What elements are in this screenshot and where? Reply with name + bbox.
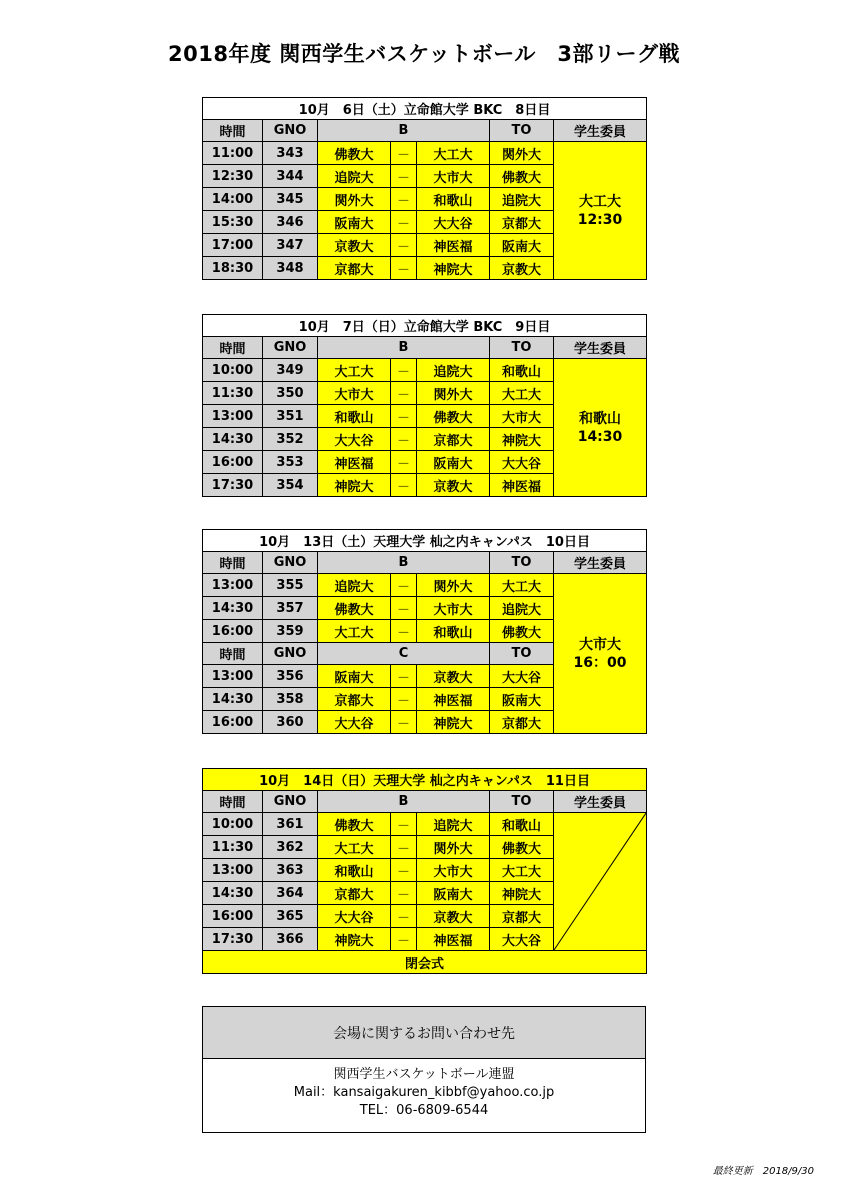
vs-dash: － [391,574,417,597]
game-time: 17:30 [203,928,263,951]
vs-dash: － [391,142,417,165]
team-home: 追院大 [318,165,391,188]
team-to: 神院大 [490,428,554,451]
team-home: 阪南大 [318,665,391,688]
col-to: TO [490,337,554,359]
schedule-day-oct13 [202,529,647,734]
col-court: B [318,120,490,142]
vs-dash: － [391,711,417,734]
contact-org: 関西学生バスケットボール連盟 [333,1067,515,1082]
vs-dash: － [391,359,417,382]
last-updated: 最終更新 2018/9/30 [712,1166,814,1177]
vs-dash: － [391,188,417,211]
team-to: 追院大 [490,188,554,211]
student-committee [554,142,647,280]
game-number: 350 [263,382,318,405]
game-number: 348 [263,257,318,280]
committee-team: 大市大 [579,636,622,653]
team-to: 大大谷 [490,928,554,951]
team-home: 神医福 [318,451,391,474]
contact-heading: 会場に関するお問い合わせ先 [203,1007,645,1059]
game-time: 10:00 [203,813,263,836]
col-committee: 学生委員 [554,552,647,574]
col-time: 時間 [203,643,263,665]
day-heading: 10月 13日（土）天理大学 杣之内キャンパス 10日目 [203,530,647,552]
day-heading: 10月 6日（土）立命館大学 BKC 8日目 [203,98,647,120]
team-to: 佛教大 [490,165,554,188]
game-time: 13:00 [203,859,263,882]
team-to: 大大谷 [490,665,554,688]
team-away: 阪南大 [417,451,490,474]
game-number: 358 [263,688,318,711]
team-to: 追院大 [490,597,554,620]
team-away: 京都大 [417,428,490,451]
table-row [203,359,647,382]
game-number: 347 [263,234,318,257]
team-away: 追院大 [417,813,490,836]
col-time: 時間 [203,337,263,359]
vs-dash: － [391,905,417,928]
team-away: 神医福 [417,234,490,257]
game-time: 18:30 [203,257,263,280]
vs-dash: － [391,836,417,859]
vs-dash: － [391,211,417,234]
game-time: 11:30 [203,382,263,405]
day-heading: 10月 14日（日）天理大学 杣之内キャンパス 11日目 [203,769,647,791]
team-home: 神院大 [318,928,391,951]
game-time: 16:00 [203,711,263,734]
committee-empty-slash [554,813,647,951]
game-number: 364 [263,882,318,905]
team-to: 和歌山 [490,813,554,836]
team-home: 神院大 [318,474,391,497]
vs-dash: － [391,451,417,474]
team-home: 佛教大 [318,813,391,836]
team-home: 阪南大 [318,211,391,234]
game-time: 13:00 [203,665,263,688]
day-heading: 10月 7日（日）立命館大学 BKC 9日目 [203,315,647,337]
game-time: 11:30 [203,836,263,859]
contact-mail[interactable]: Mail：kansaigakuren_kibbf@yahoo.co.jp [293,1085,555,1100]
team-away: 和歌山 [417,620,490,643]
col-time: 時間 [203,791,263,813]
team-to: 阪南大 [490,688,554,711]
student-committee [554,359,647,497]
col-court: B [318,791,490,813]
team-home: 和歌山 [318,859,391,882]
team-away: 追院大 [417,359,490,382]
game-time: 16:00 [203,620,263,643]
team-to: 神院大 [490,882,554,905]
game-time: 16:00 [203,451,263,474]
team-away: 京教大 [417,474,490,497]
team-home: 大工大 [318,359,391,382]
col-committee: 学生委員 [554,120,647,142]
game-number: 365 [263,905,318,928]
team-home: 大工大 [318,620,391,643]
team-away: 和歌山 [417,188,490,211]
committee-team: 和歌山 [579,410,621,427]
team-home: 佛教大 [318,142,391,165]
team-home: 大大谷 [318,711,391,734]
game-number: 366 [263,928,318,951]
col-to: TO [490,552,554,574]
closing-ceremony: 閉会式 [203,951,647,974]
team-away: 大工大 [417,142,490,165]
team-to: 大工大 [490,859,554,882]
game-time: 15:30 [203,211,263,234]
team-to: 大大谷 [490,451,554,474]
team-away: 神院大 [417,257,490,280]
col-court-c: C [318,643,490,665]
game-time: 17:30 [203,474,263,497]
game-number: 359 [263,620,318,643]
col-gno: GNO [263,643,318,665]
col-time: 時間 [203,120,263,142]
game-number: 345 [263,188,318,211]
team-to: 大市大 [490,405,554,428]
vs-dash: － [391,928,417,951]
team-away: 大市大 [417,859,490,882]
team-to: 京都大 [490,905,554,928]
game-number: 353 [263,451,318,474]
game-time: 13:00 [203,405,263,428]
game-time: 13:00 [203,574,263,597]
vs-dash: － [391,405,417,428]
team-home: 大大谷 [318,905,391,928]
team-away: 京教大 [417,905,490,928]
page-title: 2018年度 関西学生バスケットボール 3部リーグ戦 [168,42,680,66]
diagonal-slash-icon [554,813,646,950]
team-away: 大市大 [417,597,490,620]
game-number: 355 [263,574,318,597]
team-home: 京都大 [318,257,391,280]
team-away: 関外大 [417,382,490,405]
game-time: 14:30 [203,882,263,905]
team-away: 関外大 [417,574,490,597]
team-to: 神医福 [490,474,554,497]
game-time: 10:00 [203,359,263,382]
game-time: 14:00 [203,188,263,211]
committee-time: 14:30 [577,428,623,445]
vs-dash: － [391,428,417,451]
team-away: 京教大 [417,665,490,688]
student-committee [554,574,647,734]
col-gno: GNO [263,552,318,574]
vs-dash: － [391,165,417,188]
game-number: 357 [263,597,318,620]
col-committee: 学生委員 [554,337,647,359]
col-time: 時間 [203,552,263,574]
contact-box [202,1006,646,1133]
col-gno: GNO [263,791,318,813]
vs-dash: － [391,882,417,905]
schedule-day-oct6 [202,97,647,280]
contact-tel[interactable]: TEL：06-6809-6544 [359,1103,489,1118]
vs-dash: － [391,234,417,257]
game-time: 17:00 [203,234,263,257]
team-home: 大市大 [318,382,391,405]
vs-dash: － [391,665,417,688]
schedule-day-oct14 [202,768,647,974]
team-to: 和歌山 [490,359,554,382]
game-time: 16:00 [203,905,263,928]
col-to: TO [490,120,554,142]
game-number: 361 [263,813,318,836]
game-time: 14:30 [203,597,263,620]
table-row [203,574,647,597]
schedule-day-oct7 [202,314,647,497]
team-away: 神医福 [417,928,490,951]
team-away: 阪南大 [417,882,490,905]
game-number: 352 [263,428,318,451]
team-home: 京都大 [318,688,391,711]
team-away: 大大谷 [417,211,490,234]
vs-dash: － [391,688,417,711]
game-number: 356 [263,665,318,688]
col-gno: GNO [263,337,318,359]
game-number: 363 [263,859,318,882]
team-home: 佛教大 [318,597,391,620]
team-to: 関外大 [490,142,554,165]
game-number: 346 [263,211,318,234]
vs-dash: － [391,813,417,836]
game-time: 12:30 [203,165,263,188]
col-court: B [318,552,490,574]
vs-dash: － [391,620,417,643]
team-away: 神院大 [417,711,490,734]
team-to: 佛教大 [490,620,554,643]
committee-time: 16：00 [573,654,627,671]
game-time: 11:00 [203,142,263,165]
vs-dash: － [391,597,417,620]
committee-team: 大工大 [579,193,621,210]
game-number: 354 [263,474,318,497]
team-to: 大工大 [490,382,554,405]
team-away: 関外大 [417,836,490,859]
game-number: 351 [263,405,318,428]
team-home: 京教大 [318,234,391,257]
col-court: B [318,337,490,359]
game-number: 360 [263,711,318,734]
team-home: 追院大 [318,574,391,597]
game-number: 344 [263,165,318,188]
game-number: 362 [263,836,318,859]
col-to: TO [490,791,554,813]
vs-dash: － [391,257,417,280]
col-gno: GNO [263,120,318,142]
table-row [203,813,647,836]
vs-dash: － [391,859,417,882]
team-home: 関外大 [318,188,391,211]
vs-dash: － [391,474,417,497]
team-to: 京都大 [490,711,554,734]
team-home: 大工大 [318,836,391,859]
team-to: 大工大 [490,574,554,597]
vs-dash: － [391,382,417,405]
game-time: 14:30 [203,428,263,451]
game-number: 343 [263,142,318,165]
team-away: 大市大 [417,165,490,188]
team-away: 佛教大 [417,405,490,428]
col-committee: 学生委員 [554,791,647,813]
team-to: 佛教大 [490,836,554,859]
team-to: 阪南大 [490,234,554,257]
team-to: 京都大 [490,211,554,234]
team-home: 和歌山 [318,405,391,428]
team-to: 京教大 [490,257,554,280]
table-row [203,142,647,165]
game-time: 14:30 [203,688,263,711]
col-to: TO [490,643,554,665]
team-home: 京都大 [318,882,391,905]
team-away: 神医福 [417,688,490,711]
game-number: 349 [263,359,318,382]
team-home: 大大谷 [318,428,391,451]
committee-time: 12:30 [577,211,623,228]
